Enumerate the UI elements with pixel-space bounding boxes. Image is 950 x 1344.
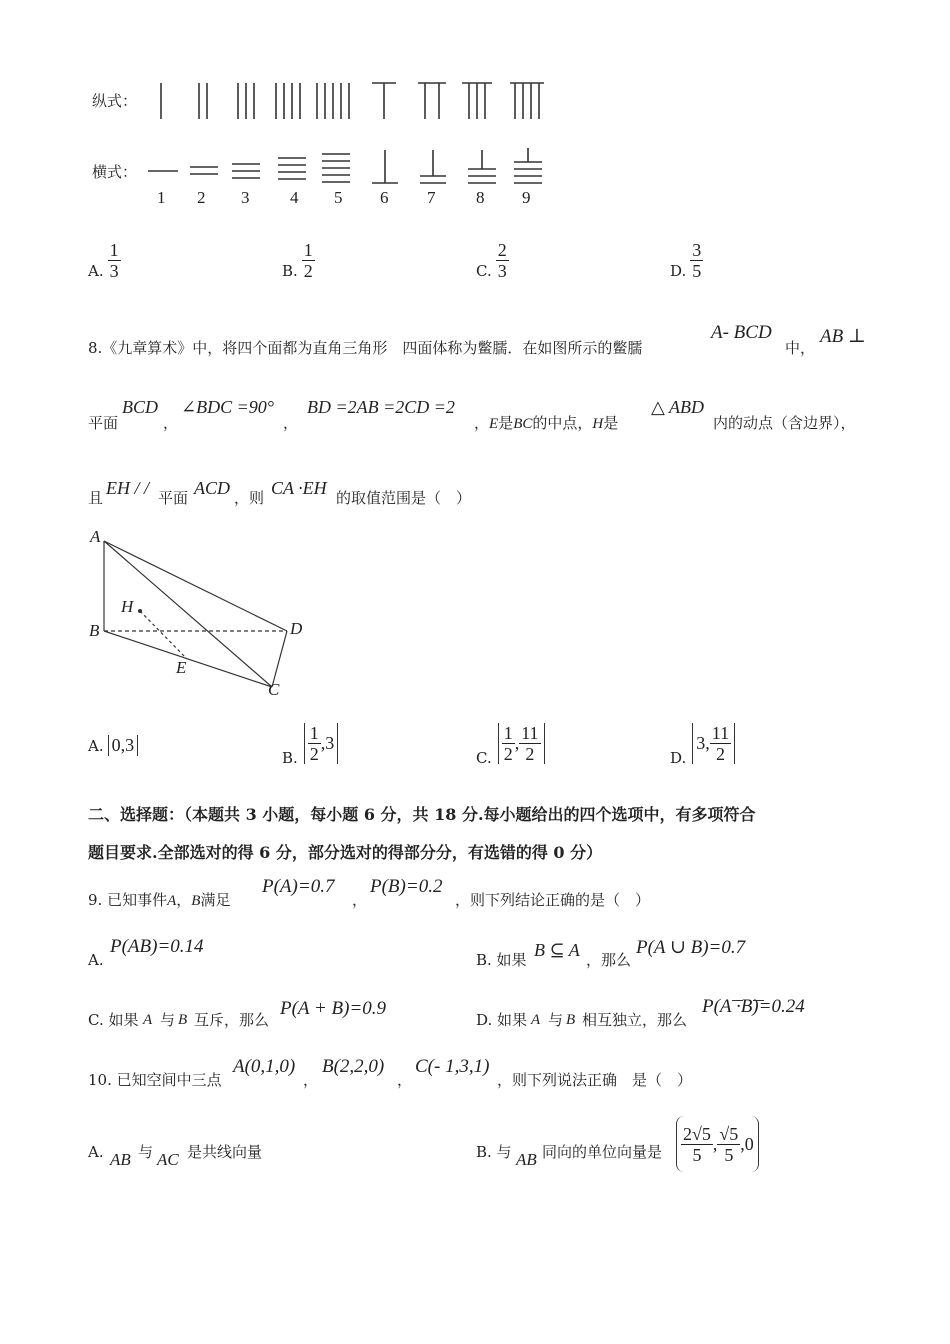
math: P(A ·B)=0.24: [702, 996, 805, 1017]
point-label-e: E: [176, 658, 187, 677]
edge-ad: [104, 541, 287, 631]
math: C(- 1,3,1): [415, 1056, 490, 1077]
math: BD =2AB =2CD =2: [307, 397, 455, 417]
edge-bc: [104, 631, 272, 687]
q8-stem-line1: 8.《九章算术》中，将四个面都为直角三角形 四面体称为鳖臑．在如图所示的鳖臑: [88, 339, 643, 357]
vertex-label-b: B: [89, 621, 100, 640]
math: AB ⊥: [820, 326, 866, 347]
vector-ab: AB: [516, 1150, 537, 1169]
text: 且: [88, 489, 104, 507]
math: P(B)=0.2: [370, 876, 443, 897]
text: ，: [303, 1071, 319, 1089]
text: 中，: [785, 339, 816, 357]
math: P(A)=0.7: [262, 876, 335, 897]
option-label: C. 如果: [88, 1011, 139, 1029]
vertical-label: 纵式：: [92, 92, 138, 110]
fraction: $\frac{3}{5}$: [692, 240, 702, 281]
text: 的取值范围是（ ）: [336, 489, 472, 507]
q9-option-b[interactable]: [476, 936, 806, 976]
text: ，: [397, 1071, 413, 1089]
math: ∠BDC =90°: [181, 397, 274, 417]
text: ，那么: [586, 951, 632, 969]
option-label: D. 如果: [476, 1011, 528, 1029]
math: ACD: [194, 478, 230, 498]
q8-option-b[interactable]: [282, 718, 338, 768]
q9-stem: 9. 已知事件A，B满足: [88, 891, 231, 909]
interval: 3, $\frac{11}{2}$: [692, 723, 735, 764]
math: BCD: [122, 397, 158, 417]
q7-option-d[interactable]: [670, 240, 703, 281]
unit-vector: $\frac{2√5}{5}$ , $\frac{√5}{5}$ ,0: [676, 1116, 759, 1172]
text: 内的动点（含边界），: [713, 414, 856, 432]
digit-label: 6: [380, 188, 389, 207]
math: A(0,1,0): [233, 1056, 296, 1077]
q10-stem: 10. 已知空间中三点: [88, 1071, 222, 1089]
segment-he: [140, 611, 187, 659]
q7-option-a[interactable]: [88, 240, 121, 281]
rod-numeral-figure: [140, 75, 560, 195]
digit-label: 2: [197, 188, 206, 207]
option-label: B.: [282, 749, 298, 767]
edge-dc: [272, 631, 287, 687]
text: 平面: [158, 489, 189, 507]
q7-option-c[interactable]: [476, 240, 509, 281]
option-label: A.: [88, 951, 104, 969]
math: EH / /: [106, 478, 149, 498]
option-label: D.: [670, 749, 687, 767]
section-heading-line2: 题目要求.全部选对的得 6 分，部分选对的得部分分，有选错的得 0 分）: [88, 843, 603, 862]
math: CA ·EH: [271, 478, 327, 498]
q10-option-b[interactable]: B. 与 AB 同向的单位向量是 $\frac{2√5}{5}$ , $\frac{√5}{5}$ ,0: [476, 1112, 796, 1176]
text: ，: [352, 891, 368, 909]
vector-ac: AC: [157, 1150, 179, 1169]
math: P(A ∪ B)=0.7: [636, 937, 746, 958]
math: B(2,2,0): [322, 1056, 385, 1077]
digit-label: 1: [157, 188, 166, 207]
q7-option-b[interactable]: [282, 240, 315, 281]
digit-label: 7: [427, 188, 436, 207]
text: ，则下列说法正确 是（ ）: [497, 1071, 693, 1089]
option-label: A.: [88, 262, 104, 280]
q8-option-a[interactable]: [88, 735, 138, 756]
section-heading-line1: 二、选择题：（本题共 3 小题，每小题 6 分，共 18 分.每小题给出的四个选项中，有多项符合: [88, 805, 756, 824]
q8-option-c[interactable]: [476, 718, 545, 768]
math: P(A + B)=0.9: [280, 998, 387, 1019]
option-label: A.: [88, 1143, 104, 1161]
option-label: C.: [476, 262, 492, 280]
interval: $\frac{1}{2}$ ,3: [304, 723, 339, 764]
fraction: $\frac{2}{3}$: [497, 240, 507, 281]
option-label: B.: [282, 262, 298, 280]
text: ，: [163, 414, 179, 432]
interval: 0,3: [108, 735, 139, 756]
math: P(AB)=0.14: [110, 936, 204, 957]
option-label: B. 与: [476, 1143, 512, 1161]
math: B ⊆ A: [534, 940, 580, 960]
vertex-label-d: D: [290, 619, 303, 638]
digit-label: 9: [522, 188, 531, 207]
fraction: $\frac{1}{3}$: [109, 240, 119, 281]
math: △ ABD: [651, 397, 705, 417]
text: ，: [283, 414, 299, 432]
overline-a: [732, 1000, 743, 1001]
option-label: D.: [670, 262, 687, 280]
interval: $\frac{1}{2}$ , $\frac{11}{2}$: [498, 723, 545, 764]
overline-b: [753, 1000, 764, 1001]
q8-option-d[interactable]: [670, 718, 735, 768]
digit-label: 8: [476, 188, 485, 207]
point-label-h: H: [121, 597, 134, 616]
option-label: B. 如果: [476, 951, 527, 969]
digit-label: 5: [334, 188, 343, 207]
digit-label: 3: [241, 188, 250, 207]
fraction: $\frac{1}{2}$: [303, 240, 313, 281]
digit-label: 4: [290, 188, 299, 207]
point-h: [138, 609, 142, 613]
option-label: A.: [88, 736, 104, 755]
vertex-label-c: C: [268, 680, 280, 699]
q9-option-d[interactable]: D. 如果 A 与 B 相互独立，那么 P(A ·B)=0.24: [476, 996, 805, 1029]
text: ，则: [234, 489, 265, 507]
text: ，E是BC的中点，H是: [474, 414, 619, 432]
q9-option-c[interactable]: C. 如果 A 与 B 互斥，那么 P(A + B)=0.9: [88, 998, 387, 1029]
text: 平面: [88, 414, 119, 432]
vector-ab: AB: [110, 1150, 131, 1169]
vertex-label-a: A: [90, 527, 101, 546]
q10-option-a[interactable]: A. AB 与 AC 是共线向量: [88, 1143, 263, 1169]
option-label: C.: [476, 749, 492, 767]
text: ，则下列结论正确的是（ ）: [455, 891, 651, 909]
math: A- BCD: [711, 322, 772, 343]
horizontal-label: 横式：: [92, 163, 138, 181]
